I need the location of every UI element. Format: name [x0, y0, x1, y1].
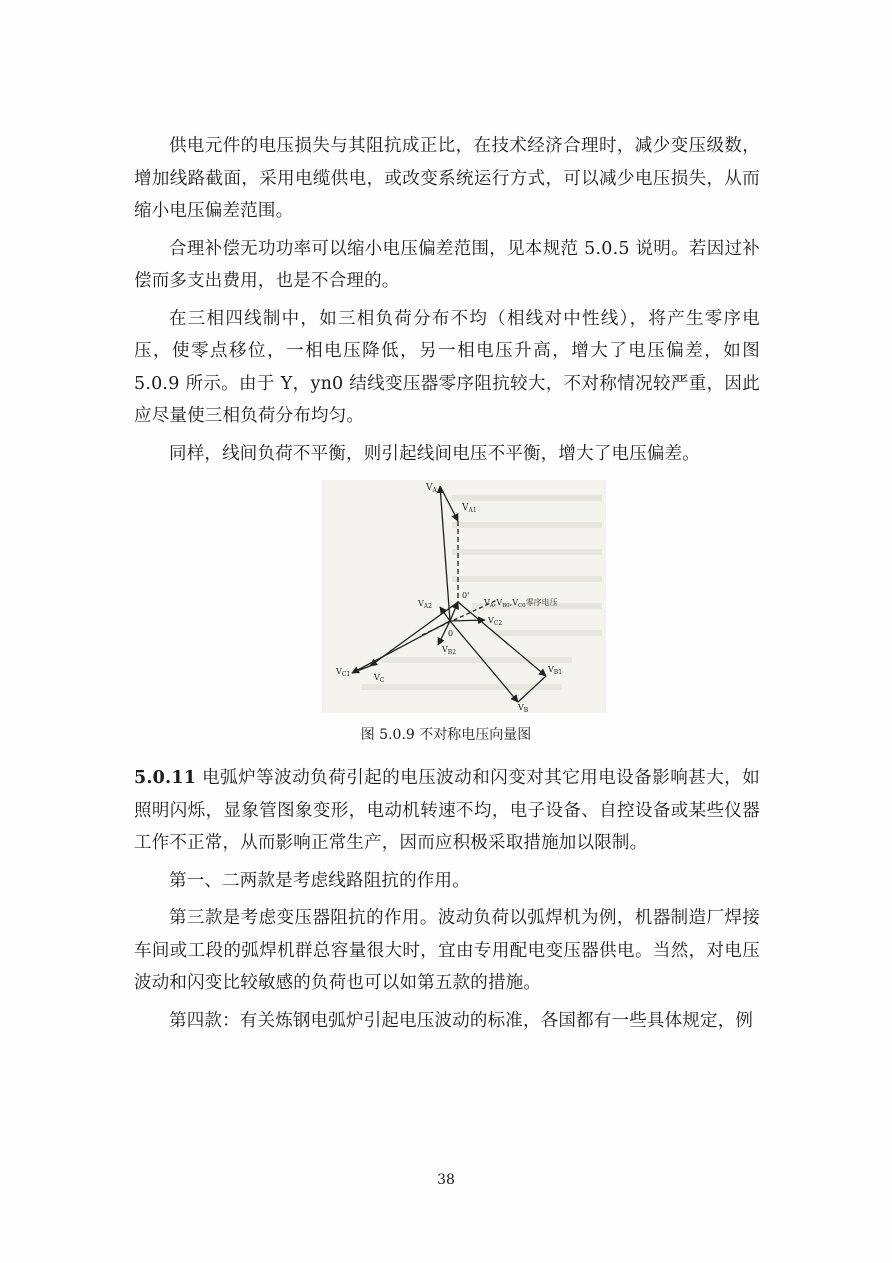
- vector-vc-return: [352, 666, 370, 673]
- figure-caption: 图 5.0.9 不对称电压向量图: [360, 727, 532, 743]
- label-vc1: $V_{C1}$: [336, 667, 351, 678]
- section-5-0-11-paragraph: [134, 762, 760, 860]
- paragraph-voltage-loss: 供电元件的电压损失与其阻抗成正比，在技术经济合理时，减少变压级数，增加线路截面，采用电缆供电，或改变系统运行方式，可以减少电压损失，从而缩小电压偏差范围。: [134, 136, 760, 221]
- page-number: 38: [437, 1172, 455, 1188]
- vector-diagram-svg: [322, 480, 606, 713]
- label-va2: $V_{A2}$: [418, 599, 432, 610]
- vector-vc: [370, 602, 458, 666]
- label-vb2: $V_{B2}$: [442, 645, 457, 656]
- body-text-bottom: [134, 762, 760, 1037]
- label-origin: 0: [448, 629, 454, 638]
- body-text-top: [134, 130, 760, 470]
- label-vb: $V_B$: [518, 703, 529, 713]
- label-va1: $V_{A1}$: [462, 503, 477, 514]
- paragraph-reactive-compensation: 合理补偿无功功率可以缩小电压偏差范围，见本规范 5.0.5 说明。若因过补偿而多支出费用，也是不合理的。: [134, 238, 760, 291]
- section-number: 5.0.11: [134, 768, 197, 788]
- paragraph-line-unbalance: 同样，线间负荷不平衡，则引起线间电压不平衡，增大了电压偏差。: [169, 443, 700, 464]
- label-zero-sequence: $V_A,V_{B0},V_{C0}$零序电压: [484, 598, 558, 609]
- vector-va: [440, 486, 450, 621]
- label-vb1: $V_{B1}$: [548, 665, 563, 676]
- vector-vb1: [458, 602, 546, 676]
- label-vc: $V_C$: [374, 673, 385, 684]
- paragraph-three-phase-unbalance: 在三相四线制中，如三相负荷分布不均（相线对中性线），将产生零序电压，使零点移位，一相电压降低，另一相电压升高，增大了电压偏差，如图 5.0.9 所示。由于 Y，yn0 结线变压器零序阻抗较大，不对称情况较严重，因此应尽量使三相负荷分布均匀。: [134, 308, 760, 426]
- vector-diagram-figure: [322, 480, 606, 713]
- paragraph-clause-1-2: 第一、二两款是考虑线路阻抗的作用。: [169, 870, 470, 891]
- section-text: 电弧炉等波动负荷引起的电压波动和闪变对其它用电设备影响甚大，如照明闪烁，显象管图象变形，电动机转速不均，电子设备、自控设备或某些仪器工作不正常，从而影响正常生产，因而应积极采取措施加以限制。: [134, 768, 761, 853]
- label-vc2: $V_{C2}$: [488, 616, 503, 627]
- label-origin-prime: 0': [462, 591, 470, 600]
- label-va: $V_A$: [426, 483, 437, 494]
- paragraph-clause-4: 第四款：有关炼钢电弧炉引起电压波动的标准，各国都有一些具体规定，例: [169, 1010, 754, 1031]
- paragraph-clause-3: 第三款是考虑变压器阻抗的作用。波动负荷以弧焊机为例，机器制造厂焊接车间或工段的弧焊机群总容量很大时，宜由专用配电变压器供电。当然，对电压波动和闪变比较敏感的负荷也可以如第五款的措施。: [134, 908, 760, 993]
